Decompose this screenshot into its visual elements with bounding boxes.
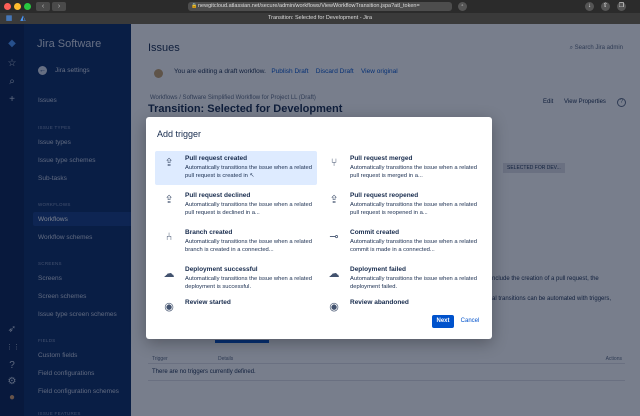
close-window-icon[interactable] [4,3,11,10]
share-icon[interactable]: ⇧ [602,3,609,9]
browser-toolbar [0,0,640,13]
option-review-started[interactable] [155,295,317,313]
option-title: Review abandoned [350,299,409,306]
cloud-check-icon: ☁ [163,268,175,280]
option-branch-created[interactable] [155,225,317,259]
option-commit-created[interactable] [320,225,482,259]
review-icon: ◉ [329,301,339,313]
minimize-window-icon[interactable] [14,3,21,10]
export-icon: ⇪ [329,194,339,206]
option-description: Automatically transitions the issue when a related pull request is merged in a... [350,165,477,179]
zoom-window-icon[interactable] [24,3,31,10]
jira-favicon-icon: ◭ [20,15,26,22]
option-deployment-successful[interactable] [155,262,317,296]
option-description: Automatically transitions the issue when a related pull request is declined in a... [185,202,312,216]
option-pull-request-reopened[interactable] [320,188,482,222]
option-title: Branch created [185,229,233,236]
cancel-button[interactable]: Cancel [460,318,480,324]
option-title: Deployment failed [350,266,406,273]
option-review-abandoned[interactable] [320,295,482,313]
export-icon: ⇪ [164,194,174,206]
tabs-icon[interactable]: ❐ [618,3,625,9]
back-button[interactable]: ‹ [36,2,50,11]
option-title: Commit created [350,229,400,236]
dialog-title: Add trigger [157,129,202,139]
option-description: Automatically transitions the issue when a related deployment is successful. [185,276,312,290]
browser-tab-bar [0,13,640,24]
lock-icon: 🔒 [191,3,198,9]
option-title: Pull request merged [350,155,413,162]
url-bar[interactable] [188,2,452,11]
merge-icon: ⑂ [330,157,338,169]
reader-icon[interactable]: ◦ [458,2,467,11]
commit-icon: ⊸ [329,231,339,243]
option-pull-request-created[interactable] [155,151,317,185]
next-button[interactable]: Next [432,315,454,328]
option-description: Automatically transitions the issue when a related pull request is reopened in a... [350,202,477,216]
url-text: newgitcloud.atlassian.net/secure/admin/workflows/ViewWorkflowTransition.jspa?atl_token= [198,3,420,9]
review-icon: ◉ [164,301,174,313]
option-title: Review started [185,299,231,306]
option-title: Pull request declined [185,192,251,199]
tab-title[interactable]: Transition: Selected for Development - Jira [267,15,373,21]
option-deployment-failed[interactable] [320,262,482,296]
cloud-fail-icon: ☁ [328,268,340,280]
download-icon[interactable]: ↓ [585,2,594,11]
option-title: Pull request reopened [350,192,419,199]
option-pull-request-declined[interactable] [155,188,317,222]
sidebar-toggle-icon[interactable]: ▦ [5,15,13,22]
option-description: Automatically transitions the issue when a related deployment failed. [350,276,477,290]
branch-icon: ⑃ [165,231,173,243]
option-description: Automatically transitions the issue when a related commit is made in a connected... [350,239,477,253]
option-description: Automatically transitions the issue when a related pull request is created in ↖ [185,165,312,179]
option-description: Automatically transitions the issue when a related branch is created in a connected... [185,239,312,253]
option-pull-request-merged[interactable] [320,151,482,185]
option-title: Deployment successful [185,266,258,273]
forward-button[interactable]: › [52,2,66,11]
add-trigger-dialog [146,117,492,339]
export-icon: ⇪ [164,157,174,169]
option-title: Pull request created [185,155,248,162]
